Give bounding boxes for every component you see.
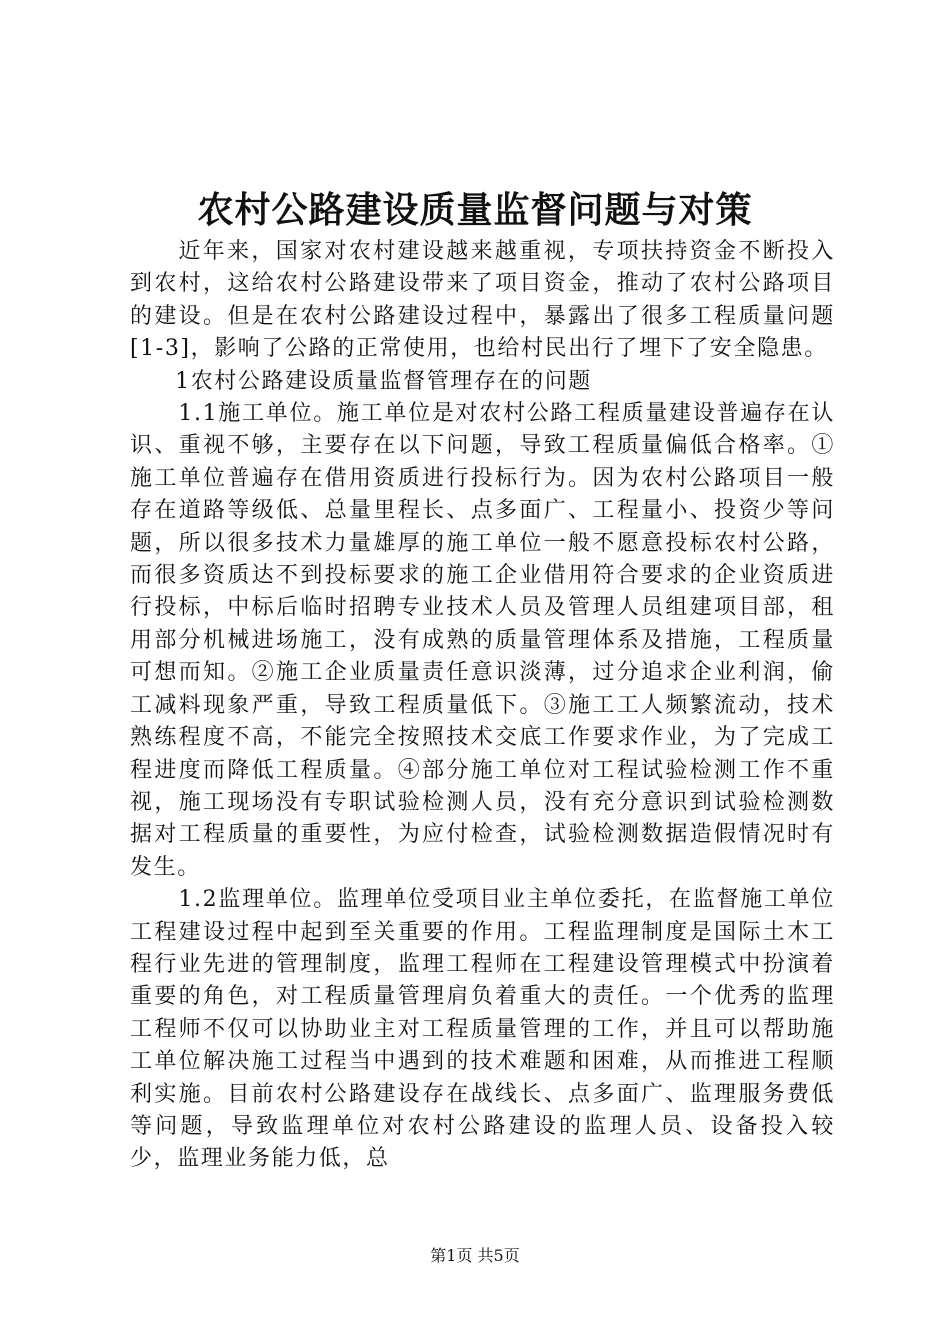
document-title: 农村公路建设质量监督问题与对策	[197, 189, 753, 231]
page-footer: 第1页 共5页	[430, 1246, 520, 1265]
construction-unit-paragraph: 1.1施工单位。施工单位是对农村公路工程质量建设普遍存在认识、重视不够，主要存在以下问题，导致工程质量偏低合格率。①施工单位普遍存在借用资质进行投标行为。因为农村公路项目一般存在道路等级低、总量里程长、点多面广、工程量小、投资少等问题，所以很多技术力量雄厚的施工单位一般不愿意投标农村公路，而很多资质达不到投标要求的施工企业借用符合要求的企业资质进行投标，中标后临时招聘专业技术人员及管理人员组建项目部，租用部分机械进场施工，没有成熟的质量管理体系及措施，工程质量可想而知。②施工企业质量责任意识淡薄，过分追求企业利润，偷工减料现象严重，导致工程质量低下。③施工工人频繁流动，技术熟练程度不高，不能完全按照技术交底工作要求作业，为了完成工程进度而降低工程质量。④部分施工单位对工程试验检测工作不重视，施工现场没有专职试验检测人员，没有充分意识到试验检测数据对工程质量的重要性，为应付检查，试验检测数据造假情况时有发生。	[130, 401, 835, 880]
document-body	[130, 236, 835, 1176]
intro-paragraph: 近年来，国家对农村建设越来越重视，专项扶持资金不断投入到农村，这给农村公路建设带来了项目资金，推动了农村公路项目的建设。但是在农村公路建设过程中，暴露出了很多工程质量问题[1-3]，影响了公路的正常使用，也给村民出行了埋下了安全隐患。	[130, 239, 835, 362]
section-heading: 1农村公路建设质量监督管理存在的问题	[175, 368, 592, 394]
supervision-unit-paragraph: 1.2监理单位。监理单位受项目业主单位委托，在监督施工单位工程建设过程中起到至关重要的作用。工程监理制度是国际土木工程行业先进的管理制度，监理工程师在工程建设管理模式中扮演着重要的角色，对工程质量管理肩负着重大的责任。一个优秀的监理工程师不仅可以协助业主对工程质量管理的工作，并且可以帮助施工单位解决施工过程当中遇到的技术难题和困难，从而推进工程顺利实施。目前农村公路建设存在战线长、点多面广、监理服务费低等问题，导致监理单位对农村公路建设的监理人员、设备投入较少，监理业务能力低，总	[130, 887, 835, 1172]
